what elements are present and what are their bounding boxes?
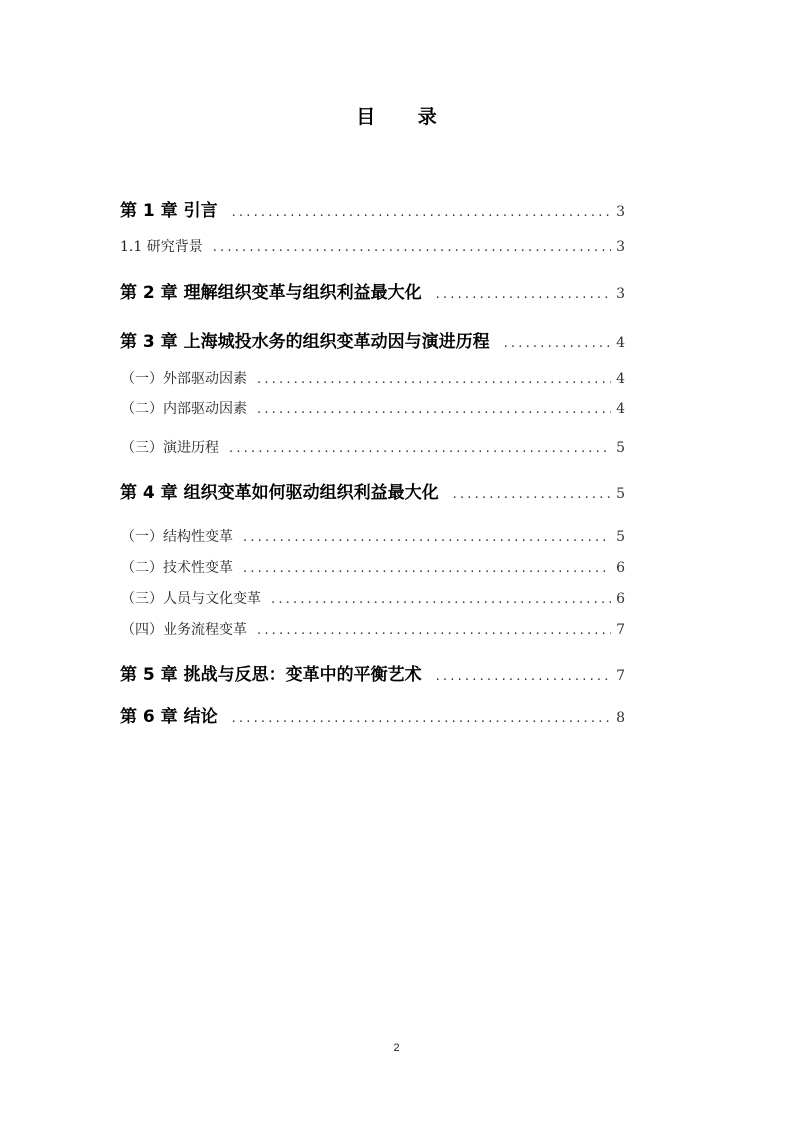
toc-dot-leader — [257, 370, 611, 390]
toc-entry-label: 第 2 章 理解组织变革与组织利益最大化 — [120, 283, 422, 303]
toc-entry-page-number: 5 — [616, 440, 625, 456]
toc-entry-page-number: 8 — [616, 710, 625, 726]
toc-dot-leader — [213, 238, 611, 258]
toc-entry-label: 第 4 章 组织变革如何驱动组织利益最大化 — [120, 483, 439, 503]
toc-dot-leader — [436, 283, 611, 307]
toc-entry-page-number: 7 — [616, 622, 625, 638]
toc-entry-page-number: 3 — [616, 286, 625, 302]
toc-entry-label: 第 6 章 结论 — [120, 707, 218, 727]
toc-entry-label: 第 5 章 挑战与反思：变革中的平衡艺术 — [120, 665, 422, 685]
toc-entry-page-number: 4 — [616, 401, 625, 417]
toc-dot-leader — [436, 665, 611, 689]
toc-dot-leader — [232, 201, 611, 225]
toc-title: 目 录 — [356, 106, 455, 128]
toc-entry-label: （四）业务流程变革 — [121, 622, 247, 638]
toc-entry-label: （二）内部驱动因素 — [121, 401, 247, 417]
page-number: 2 — [393, 1042, 400, 1054]
toc-entry-label: （三）演进历程 — [121, 440, 219, 456]
toc-entry-page-number: 4 — [616, 335, 625, 351]
toc-entry-section-4-2[interactable] — [121, 558, 625, 579]
toc-entry-section-3-2[interactable] — [121, 399, 625, 420]
toc-entry-label: 第 1 章 引言 — [120, 201, 218, 221]
toc-entry-page-number: 5 — [616, 486, 625, 502]
toc-entry-page-number: 6 — [616, 591, 625, 607]
toc-entry-section-1-1[interactable] — [120, 237, 625, 258]
toc-entry-label: 第 3 章 上海城投水务的组织变革动因与演进历程 — [120, 332, 490, 352]
toc-entry-page-number: 3 — [616, 204, 625, 220]
toc-entry-page-number: 7 — [616, 668, 625, 684]
toc-entry-page-number: 3 — [616, 239, 625, 255]
toc-entry-page-number: 6 — [616, 560, 625, 576]
toc-dot-leader — [243, 528, 611, 548]
toc-entry-page-number: 4 — [616, 371, 625, 387]
toc-entry-label: （一）外部驱动因素 — [121, 371, 247, 387]
toc-dot-leader — [243, 559, 611, 579]
toc-entry-chapter-1[interactable] — [120, 199, 625, 225]
toc-dot-leader — [232, 707, 611, 731]
toc-entry-label: （三）人员与文化变革 — [121, 591, 261, 607]
toc-entry-chapter-6[interactable] — [120, 705, 625, 731]
toc-entry-label: （二）技术性变革 — [121, 560, 233, 576]
toc-entry-chapter-4[interactable] — [120, 481, 625, 507]
toc-entry-section-4-1[interactable] — [121, 527, 625, 548]
toc-entry-label: （一）结构性变革 — [121, 529, 233, 545]
toc-entry-chapter-5[interactable] — [120, 663, 625, 689]
toc-dot-leader — [229, 439, 611, 459]
toc-entry-section-3-1[interactable] — [121, 369, 625, 390]
toc-entry-section-4-3[interactable] — [121, 589, 625, 610]
toc-entry-section-3-3[interactable] — [121, 438, 625, 459]
toc-dot-leader — [504, 332, 611, 356]
toc-entry-section-4-4[interactable] — [121, 620, 625, 641]
toc-entry-page-number: 5 — [616, 529, 625, 545]
toc-entry-label: 1.1 研究背景 — [120, 239, 203, 255]
toc-dot-leader — [257, 400, 611, 420]
toc-entry-chapter-2[interactable] — [120, 281, 625, 307]
toc-dot-leader — [271, 590, 611, 610]
toc-entry-chapter-3[interactable] — [120, 330, 625, 356]
toc-dot-leader — [453, 483, 611, 507]
toc-dot-leader — [257, 621, 611, 641]
